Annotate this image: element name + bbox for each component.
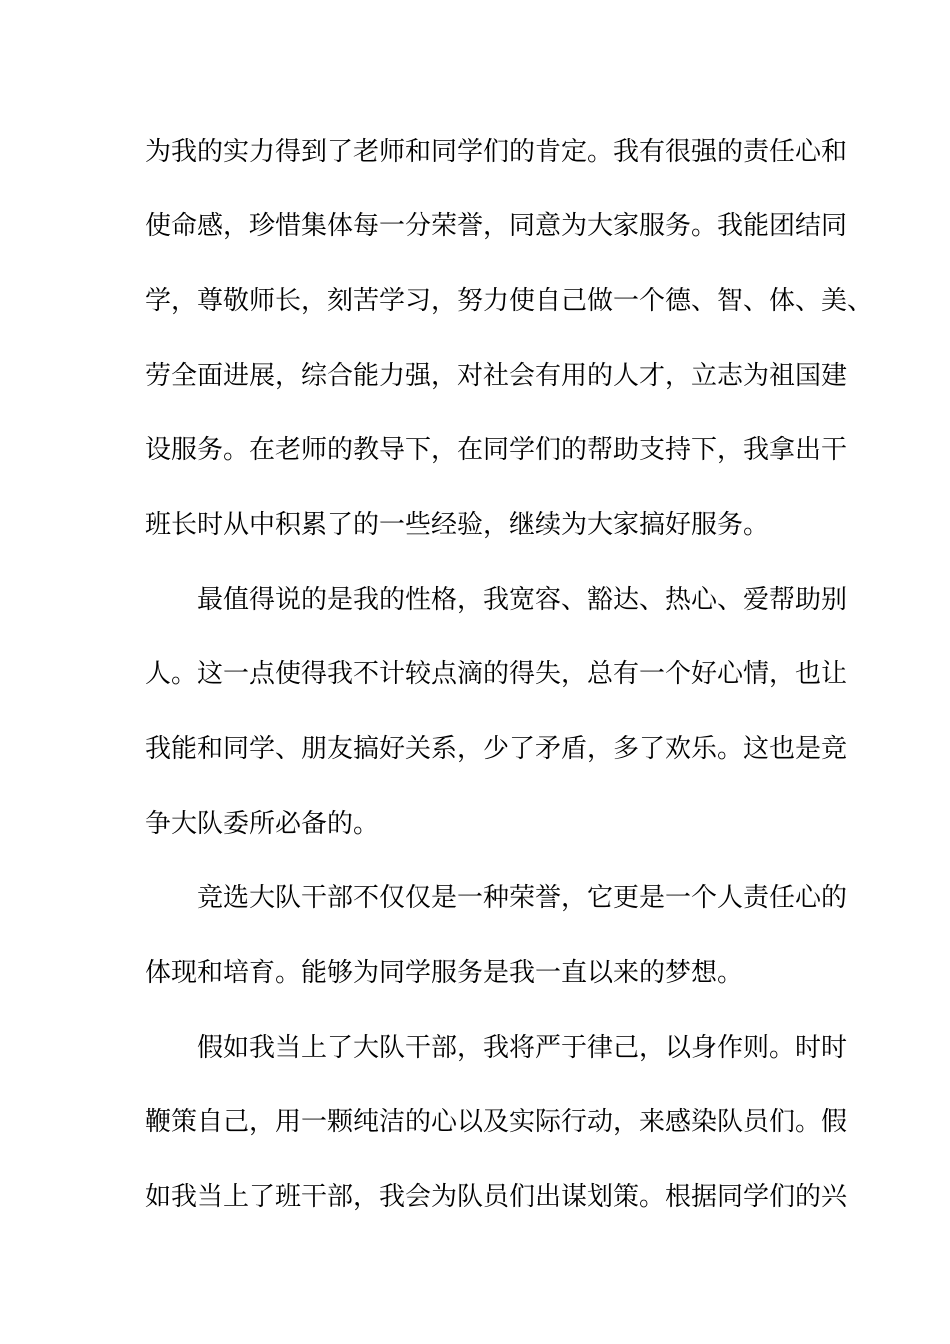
text-line: 设服务。在老师的教导下，在同学们的帮助支持下，我拿出干 [145,435,848,465]
text-line: 鞭策自己，用一颗纯洁的心以及实际行动，来感染队员们。假 [145,1107,848,1137]
text-line: 争大队委所必备的。 [145,809,380,839]
text-line: 体现和培育。能够为同学服务是我一直以来的梦想。 [145,958,744,988]
text-line: 如我当上了班干部，我会为队员们出谋划策。根据同学们的兴 [145,1182,848,1212]
text-line: 班长时从中积累了的一些经验，继续为大家搞好服务。 [145,510,770,540]
text-line: 人。这一点使得我不计较点滴的得失，总有一个好心情，也让 [145,659,848,689]
text-line: 我能和同学、朋友搞好关系，少了矛盾，多了欢乐。这也是竞 [145,734,848,764]
text-line: 使命感，珍惜集体每一分荣誉，同意为大家服务。我能团结同 [145,211,848,241]
text-line: 最值得说的是我的性格，我宽容、豁达、热心、爱帮助别 [145,585,848,615]
text-line: 学，尊敬师长，刻苦学习，努力使自己做一个德、智、体、美、 [145,286,874,316]
text-line: 为我的实力得到了老师和同学们的肯定。我有很强的责任心和 [145,137,848,167]
text-line: 假如我当上了大队干部，我将严于律己，以身作则。时时 [145,1033,848,1063]
text-line: 竞选大队干部不仅仅是一种荣誉，它更是一个人责任心的 [145,883,848,913]
text-line: 劳全面进展，综合能力强，对社会有用的人才，立志为祖国建 [145,361,848,391]
